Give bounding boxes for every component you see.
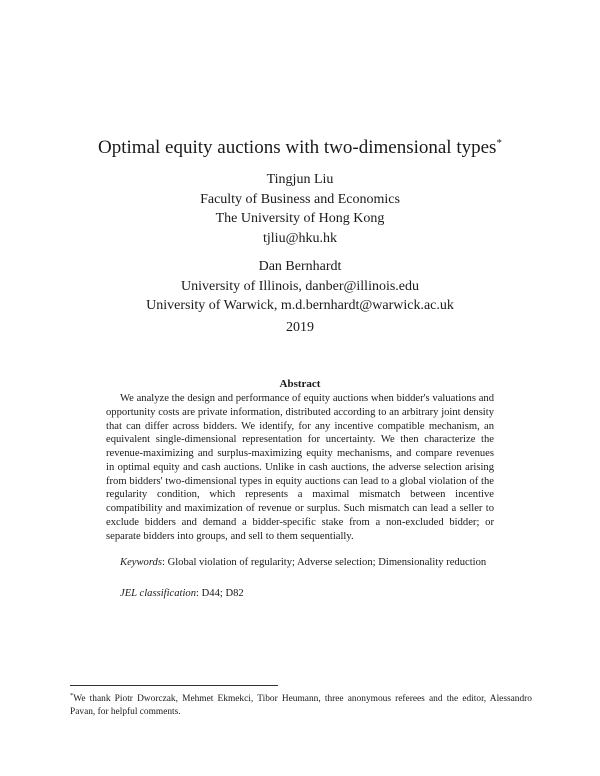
publication-year: 2019 (286, 320, 314, 335)
author-email: tjliu@hku.hk (263, 230, 337, 246)
author-block-1 (0, 170, 600, 248)
abstract-body: We analyze the design and performance of equity auctions when bidder's valuations and opportunity costs are private information, distributed according to an arbitrary joint density that can differ across bidders. We identify, for any incentive compatible mechanism, an equivalent single-dimensional representation for uncertainty. We then characterize the revenue-maximizing and surplus-maximizing equity mechanisms, and compare revenues in optimal equity and cash auctions. Unlike in cash auctions, the adverse selection arising from bidders' two-dimensional types in equity auctions can lead to a global violation of the regularity condition, which represents a maximal mismatch between incentive compatibility and maximization of revenue or surplus. Such mismatch can lead a seller to exclude bidders and demand a bidder-specific stake from a non-excluded bidder; or separate bidders into groups, and sell to them sequentially. (106, 393, 494, 542)
footnote (70, 690, 532, 718)
keywords-text: : Global violation of regularity; Adverse selection; Dimensionality reduction (161, 557, 487, 568)
abstract-heading: Abstract (279, 378, 321, 390)
author-affiliation: Faculty of Business and Economics (200, 191, 400, 207)
keywords-line (106, 556, 494, 570)
author-affiliation: University of Warwick, m.d.bernhardt@warwick.ac.uk (146, 298, 454, 313)
jel-label: JEL classification (120, 588, 197, 599)
author-name: Dan Bernhardt (258, 259, 342, 274)
author-name: Tingjun Liu (266, 172, 334, 187)
author-affiliation: University of Illinois, danber@illinois.edu (180, 278, 420, 294)
jel-line (106, 587, 494, 601)
footnote-mark: * (70, 692, 74, 699)
author-block-2 (0, 257, 600, 316)
title-footnote-mark: * (496, 137, 502, 149)
title-text: Optimal equity auctions with two-dimensional types (98, 137, 497, 158)
jel-text: : D44; D82 (196, 588, 244, 599)
footnote-divider (70, 685, 278, 686)
keywords-label: Keywords (120, 557, 162, 568)
author-affiliation: The University of Hong Kong (215, 211, 385, 226)
paper-title (0, 131, 600, 160)
footnote-text: We thank Piotr Dworczak, Mehmet Ekmekci, Tibor Heumann, three anonymous referees and the editor, Alessandro Pavan, for helpful comments. (70, 694, 532, 717)
